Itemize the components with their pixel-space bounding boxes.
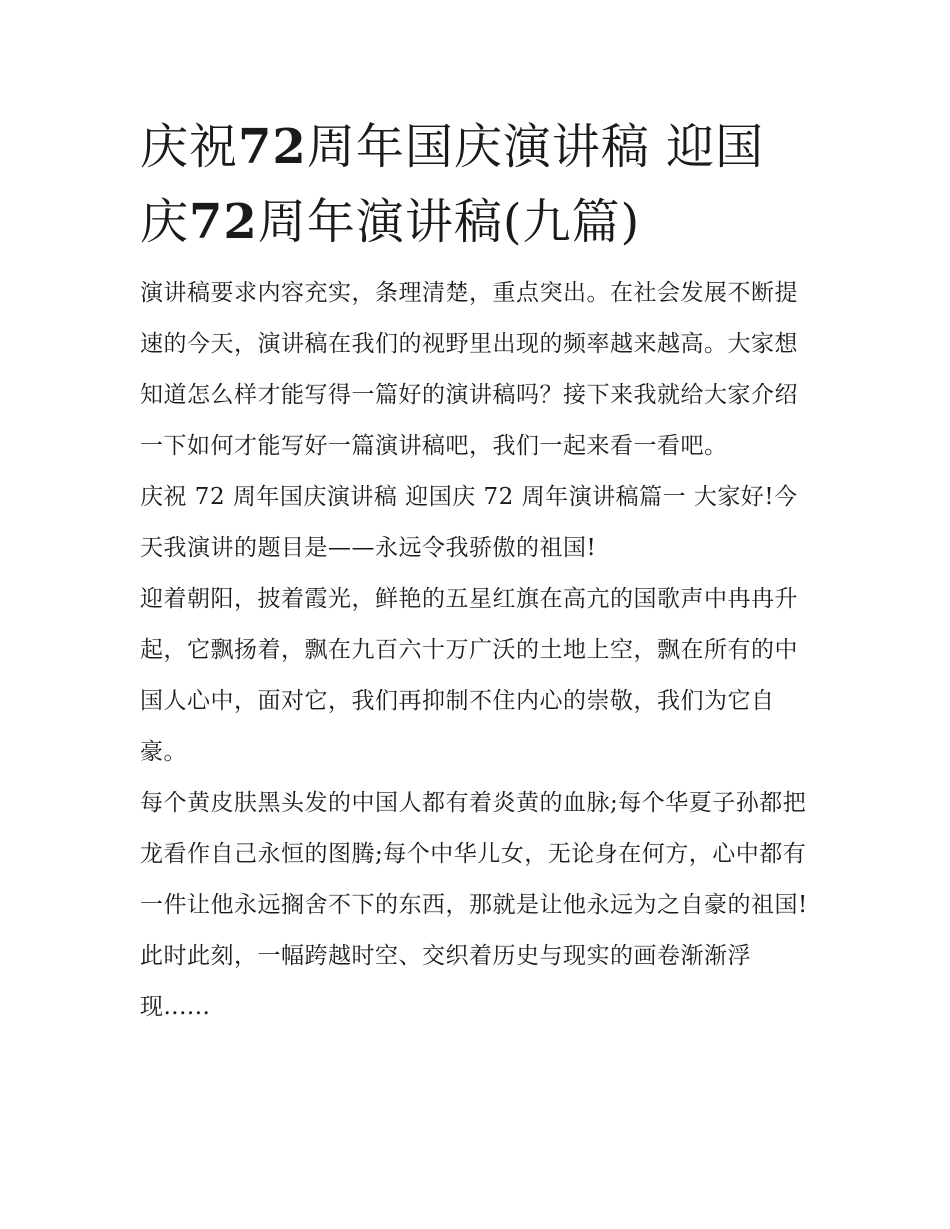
title-part-number: 72: [238, 119, 307, 175]
title-part-number: 72: [189, 194, 258, 250]
paragraph-speech-opening: 庆祝 72 周年国庆演讲稿 迎国庆 72 周年演讲稿篇一 大家好!今天我演讲的题目是——永远令我骄傲的祖国!: [140, 484, 798, 561]
paragraph-chinese-heritage: 每个黄皮肤黑头发的中国人都有着炎黄的血脉;每个华夏子孙都把龙看作自己永恒的图腾;每个中华儿女，无论身在何方，心中都有一件让他永远搁舍不下的东西，那就是让他永远为之自豪的祖国!此时此刻，一幅跨越时空、交织着历史与现实的画卷渐渐浮现......: [140, 790, 808, 1020]
title-part: 周年国庆演讲稿 迎国庆: [140, 119, 765, 250]
title-part: 庆祝: [140, 119, 239, 175]
title-part: 周年演讲稿(九篇): [257, 194, 641, 250]
paragraph-intro: 演讲稿要求内容充实，条理清楚，重点突出。在社会发展不断提速的今天，演讲稿在我们的视野里出现的频率越来越高。大家想知道怎么样才能写得一篇好的演讲稿吗？接下来我就给大家介绍一下如何才能写好一篇演讲稿吧，我们一起来看一看吧。: [140, 280, 798, 459]
paragraph-flag-raising: 迎着朝阳，披着霞光，鲜艳的五星红旗在高亢的国歌声中冉冉升起，它飘扬着，飘在九百六十万广沃的土地上空，飘在所有的中国人心中，面对它，我们再抑制不住内心的崇敬，我们为它自豪。: [140, 586, 798, 765]
document-page: [140, 110, 812, 1033]
document-title: [140, 110, 812, 260]
